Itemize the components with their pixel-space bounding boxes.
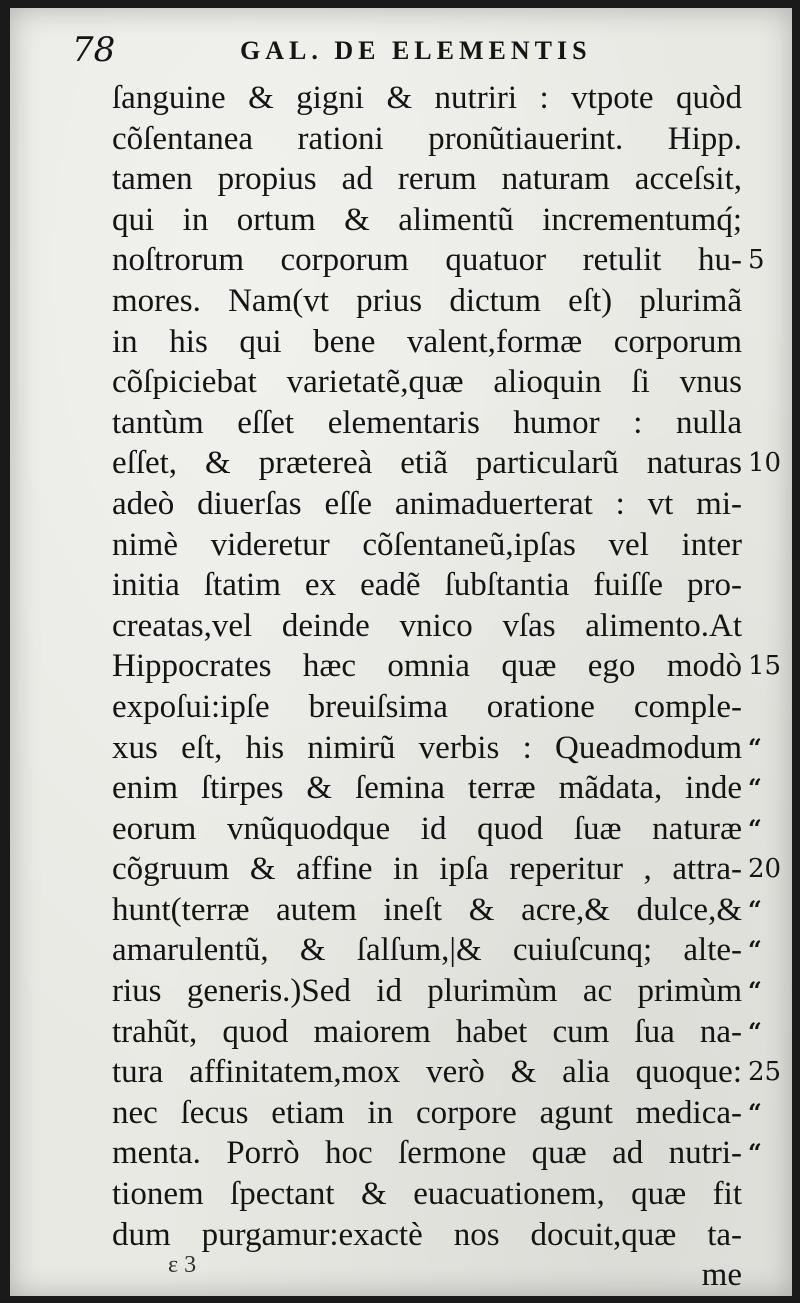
text-line-content: tamen propius ad rerum naturam acceſsit, bbox=[112, 161, 742, 198]
text-line-content: hunt(terræ autem ineſt & acre,& dulce,& bbox=[112, 891, 742, 928]
margin-quote-mark: “ bbox=[748, 1138, 760, 1168]
text-line bbox=[112, 281, 742, 322]
text-line-content: amarulentũ, & ſalſum,|& cuiuſcunq; alte- bbox=[112, 932, 742, 969]
text-line bbox=[112, 78, 742, 119]
text-line-content: me bbox=[701, 1257, 742, 1294]
text-line bbox=[112, 1133, 760, 1174]
text-line bbox=[112, 687, 742, 728]
text-line-content: qui in ortum & alimentũ incrementumq́; bbox=[112, 201, 742, 238]
margin-quote-mark: “ bbox=[748, 935, 760, 965]
text-line bbox=[112, 1174, 742, 1215]
text-line bbox=[112, 565, 742, 606]
text-line-content: expoſui:ipſe breuiſsima oratione comple- bbox=[112, 688, 742, 725]
text-line-content: nec ſecus etiam in corpore agunt medica- bbox=[112, 1094, 742, 1131]
margin-line-number: 20 bbox=[748, 854, 782, 885]
text-line-content: Hippocrates hæc omnia quæ ego modò bbox=[112, 648, 742, 685]
text-line-content: mores. Nam(vt prius dictum eſt) plurimã bbox=[112, 282, 742, 319]
text-line bbox=[112, 930, 760, 971]
text-line-content: initia ſtatim ex eadẽ ſubſtantia fuiſſe pro- bbox=[112, 567, 742, 604]
text-line bbox=[112, 1093, 760, 1134]
margin-line-number: 25 bbox=[748, 1057, 782, 1088]
text-line bbox=[112, 971, 760, 1012]
text-line bbox=[112, 403, 742, 444]
margin-quote-mark: “ bbox=[748, 732, 760, 762]
text-line-content: in his qui bene valent,formæ corporum bbox=[112, 323, 742, 360]
text-line bbox=[112, 1215, 742, 1256]
text-line-content: adeò diuerſas eſſe animaduerterat : vt mi- bbox=[112, 485, 742, 522]
text-line bbox=[112, 443, 782, 484]
text-line-content: tantùm eſſet elementaris humor : nulla bbox=[112, 404, 742, 441]
text-line-content: eſſet, & prætereà etiã particularũ naturas bbox=[112, 445, 742, 482]
margin-quote-mark: “ bbox=[748, 976, 760, 1006]
text-line-content: cõgruum & affine in ipſa reperitur , attra- bbox=[112, 851, 742, 888]
book-page bbox=[10, 8, 792, 1296]
text-line-content: xus eſt, his nimirũ verbis : Queadmodum bbox=[112, 729, 742, 766]
text-line bbox=[112, 768, 760, 809]
text-line bbox=[112, 849, 782, 890]
margin-line-number: 5 bbox=[748, 245, 765, 276]
text-line-content: tura affinitatem,mox verò & alia quoque: bbox=[112, 1054, 742, 1091]
text-line-content: creatas,vel deinde vnico vſas alimento.At bbox=[112, 607, 742, 644]
page-number: 78 bbox=[72, 30, 116, 70]
text-line bbox=[112, 362, 742, 403]
margin-quote-mark: “ bbox=[748, 773, 760, 803]
text-line bbox=[112, 484, 742, 525]
body-text bbox=[112, 78, 782, 1296]
text-line bbox=[112, 606, 742, 647]
text-line bbox=[112, 200, 742, 241]
margin-line-number: 15 bbox=[748, 651, 782, 682]
margin-quote-mark: “ bbox=[748, 1097, 760, 1127]
text-line bbox=[112, 159, 742, 200]
text-line-content: dum purgamur:exactè nos docuit,quæ ta- bbox=[112, 1216, 742, 1253]
margin-quote-mark: “ bbox=[748, 894, 760, 924]
text-line bbox=[112, 728, 760, 769]
text-line-content: enim ſtirpes & ſemina terræ mãdata, inde bbox=[112, 770, 742, 807]
text-line bbox=[112, 809, 760, 850]
text-line bbox=[112, 1052, 782, 1093]
text-line bbox=[112, 890, 760, 931]
text-line-content: cõſpiciebat varietatẽ,quæ alioquin ſi vnus bbox=[112, 364, 742, 401]
text-line-content: tionem ſpectant & euacuationem, quæ fit bbox=[112, 1176, 742, 1213]
text-line-content: nimè videretur cõſentaneũ,ipſas vel inter bbox=[112, 526, 742, 563]
margin-line-number: 10 bbox=[748, 448, 782, 479]
text-line bbox=[112, 646, 782, 687]
text-line-content: rius generis.)Sed id plurimùm ac primùm bbox=[112, 973, 742, 1010]
text-line bbox=[112, 119, 742, 160]
text-line-content: eorum vnũquodque id quod ſuæ naturæ bbox=[112, 810, 742, 847]
text-line bbox=[112, 1255, 742, 1296]
running-head: GAL. DE ELEMENTIS bbox=[240, 36, 592, 65]
text-line-content: noſtrorum corporum quatuor retulit hu- bbox=[112, 242, 742, 279]
text-line bbox=[112, 1012, 760, 1053]
text-line-content: menta. Porrò hoc ſermone quæ ad nutri- bbox=[112, 1135, 742, 1172]
text-line bbox=[112, 322, 742, 363]
signature-mark: ε 3 bbox=[168, 1252, 197, 1278]
text-line-content: trahũt, quod maiorem habet cum ſua na- bbox=[112, 1013, 742, 1050]
text-line bbox=[112, 240, 765, 281]
margin-quote-mark: “ bbox=[748, 1016, 760, 1046]
text-line bbox=[112, 525, 742, 566]
text-line-content: ſanguine & gigni & nutriri : vtpote quòd bbox=[112, 80, 742, 116]
text-line-content: cõſentanea rationi pronũtiauerint. Hipp. bbox=[112, 120, 742, 157]
margin-quote-mark: “ bbox=[748, 813, 760, 843]
